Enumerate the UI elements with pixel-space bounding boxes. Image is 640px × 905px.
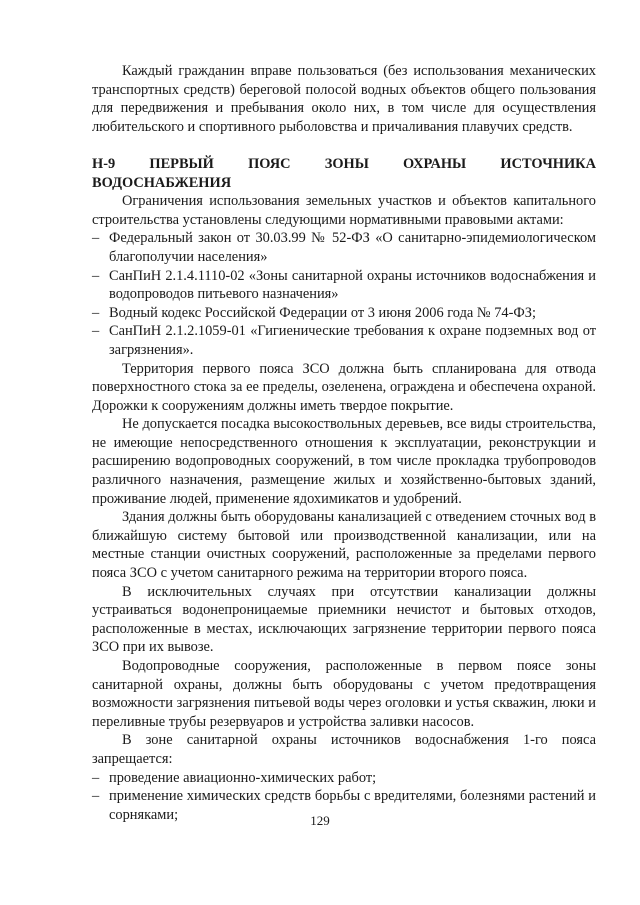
section-heading [92, 155, 596, 192]
list-item: – Водный кодекс Российской Федерации от 3 июня 2006 года № 74-ФЗ; [92, 304, 596, 323]
body-paragraph: Здания должны быть оборудованы канализацией с отведением сточных вод в ближайшую систему бытовой или производственной канализации, или на местные станции очистных сооружений, расположенные за пределами первого пояса ЗСО с учетом санитарного режима на территории второго пояса. [92, 509, 596, 582]
body-paragraph: Водопроводные сооружения, расположенные в первом поясе зоны санитарной охраны, должны быть оборудованы с учетом предотвращения возможности загрязнения питьевой воды через оголовки и устья скважин, люки и переливные трубы резервуаров и устройства заливки насосов. [92, 658, 596, 730]
list-item: – применение химических средств борьбы с вредителями, болезнями растений и сорняками; [92, 787, 596, 824]
heading-word-2: ПЕРВЫЙ [149, 155, 214, 172]
list-item: – Федеральный закон от 30.03.99 № 52-ФЗ «О санитарно-эпидемиологическом благополучии населения» [92, 229, 596, 266]
section-heading-line-2: ВОДОСНАБЖЕНИЯ [92, 174, 232, 191]
intro-paragraph: Каждый гражданин вправе пользоваться (без использования механических транспортных средств) береговой полосой водных объектов общего пользования для передвижения и пребывания около них, в том числе для осуществления любительского и спортивного рыболовства и причаливания плавучих средств. [92, 63, 596, 135]
heading-word-code: Н-9 [92, 155, 116, 172]
section-heading-line-1 [92, 155, 596, 174]
page-number: 129 [310, 813, 330, 828]
body-paragraph: В зоне санитарной охраны источников водоснабжения 1-го пояса запрещается: [92, 732, 596, 767]
body-paragraph: Не допускается посадка высокоствольных деревьев, все виды строительства, не имеющие непосредственного отношения к эксплуатации, реконструкции и расширению водопроводных сооружений, в том числе прокладка трубопроводов различного назначения, размещение жилых и хозяйственно-бытовых зданий, проживание людей, применение ядохимикатов и удобрений. [92, 416, 596, 507]
list-item: – СанПиН 2.1.4.1110-02 «Зоны санитарной охраны источников водоснабжения и водопроводов питьевого назначения» [92, 267, 596, 304]
list-item: – проведение авиационно-химических работ; [92, 769, 596, 788]
body-paragraph: В исключительных случаях при отсутствии канализации должны устраиваться водонепроницаемые приемники нечистот и бытовых отходов, расположенные в местах, исключающих загрязнение территории первого пояса ЗСО при их вывозе. [92, 583, 596, 656]
heading-word-5: ОХРАНЫ [403, 155, 467, 172]
restrictions-intro-paragraph: Ограничения использования земельных участков и объектов капитального строительства установлены следующими нормативными правовыми актами: [92, 193, 596, 228]
document-page [92, 62, 596, 824]
heading-word-4: ЗОНЫ [324, 155, 369, 172]
legal-acts-list [92, 229, 596, 359]
heading-word-6: ИСТОЧНИКА [500, 155, 596, 172]
body-paragraph: Территория первого пояса ЗСО должна быть спланирована для отвода поверхностного стока за ее пределы, озеленена, ограждена и обеспечена охраной. Дорожки к сооружениям должны иметь твердое покрытие. [92, 360, 596, 414]
list-item: – СанПиН 2.1.2.1059-01 «Гигиенические требования к охране подземных вод от загрязнения». [92, 322, 596, 359]
heading-word-3: ПОЯС [248, 155, 291, 172]
